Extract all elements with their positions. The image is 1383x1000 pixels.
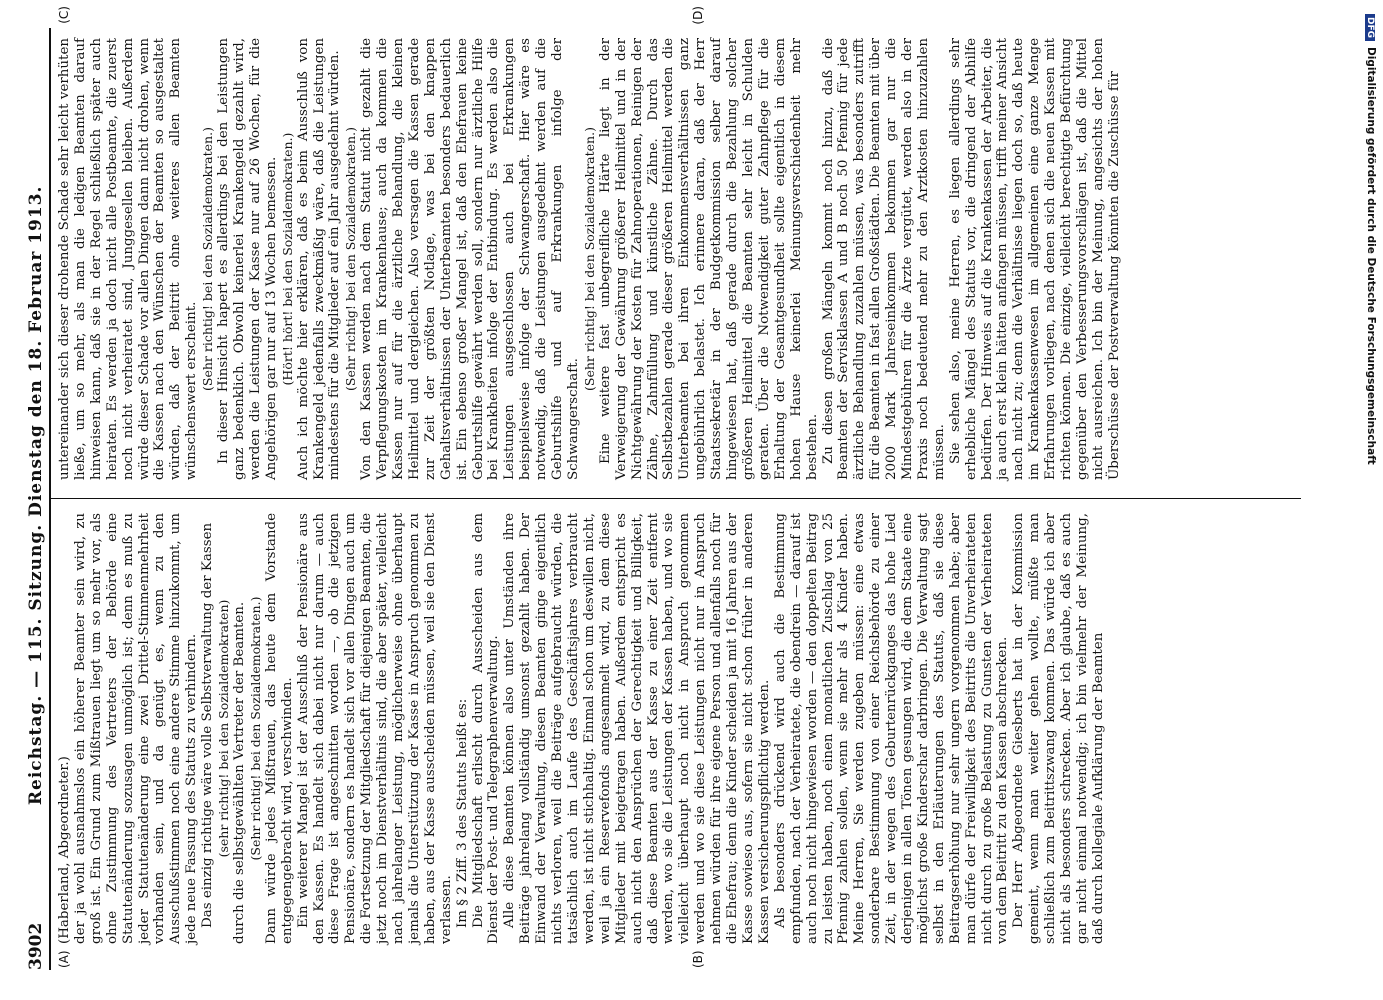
paragraph: durch die selbstgewählten Vertreter der Beamten. [231, 601, 247, 944]
paragraph: Im § 2 Ziff. 3 des Statuts heißt es: [454, 698, 470, 928]
margin-marker-b: (B) [691, 950, 705, 968]
paragraph: (Sehr richtig! bei den Sozialdemokraten.) [581, 127, 597, 391]
paragraph: Dann würde jedes Mißtrauen, das heute dem Vorstande entgegengebracht wird, verschwinden. [263, 513, 295, 944]
paragraph: (Sehr richtig! bei den Sozialdemokraten.) [247, 596, 263, 861]
paragraph: Eine weitere fast unbegreifliche Härte liegt in der Verweigerung der Gewährung größerer Heilmittel und in der Nichtgewährung der Kosten für Zahnoperationen, Reinigen der Zähne, Zahnfüllung und künstliche Zähne. Durch das Selbstbezahlen gerade dieser größeren Heilmittel werden die Unterbeamten bei ihren Einkommensverhältnissen ganz ungebührlich belastet. Ich erinnere daran, daß der Herr Staatssekretär in der Budgetkommission selber darauf hingewiesen hat, daß gerade durch die Bezahlung solcher größeren Heilmittel die Beamten sehr leicht in Schulden geraten. Über die Notwendigkeit guter Zahnpflege für die Erhaltung der Gesamtgesundheit sollte eigentlich in diesem hohen Hause keinerlei Meinungsverschiedenheit mehr bestehen. [597, 38, 820, 480]
digitization-credit-text: Digitalisierung gefördert durch die Deutsche Forschungsgemeinschaft [1365, 47, 1377, 465]
paragraph: In dieser Hinsicht hapert es allerdings bei den Leistungen ganz bedenklich. Obwohl keinerlei Krankengeld gezahlt wird, werden die Leistungen der Kasse nur auf 26 Wochen, für die Angehörigen gar nur auf 13 Wochen bemessen. [216, 38, 279, 480]
paragraph: untereinander sich dieser drohende Schade sehr leicht verhüten ließe, um so mehr, als man die ledigen Beamten darauf hinweisen kann, daß sie in der Regel schließlich später auch heiraten. Es werden ja doch nicht alle Postbeamte, die zuerst noch nicht verheiratet sind, Junggesellen bleiben. Außerdem würde dieser Schade vor allen Dingen dann nicht drohen, wenn die Kassen nach den Wünschen der Beamten so ausgestaltet würden, daß der Beitritt ohne weiteres allen Beamten wünschenswert erscheint. [57, 38, 200, 480]
paragraph: Alle diese Beamten können also unter Umständen ihre Beiträge jahrelang vollständig umsonst gezahlt haben. Der Einwand der Verwaltung, diesen Beamten ginge eigentlich nichts verloren, weil die Beiträge aufgebraucht würden, die tatsächlich auch im Laufe des Geschäftsjahres verbraucht werden, ist nicht stichhaltig. Einmal schon um deswillen nicht, weil ja ein Reservefonds angesammelt wird, zu dem diese Mitglieder mit beigetragen haben. Außerdem entspricht es auch nicht den Ansprüchen der Gerechtigkeit und Billigkeit, daß diese Beamten aus der Kasse zu einer Zeit entfernt werden, wo sie die Leistungen der Kassen haben, und wo sie vielleicht überhaupt noch nicht in Anspruch genommen werden und wo sie diese Leistungen nicht nur in Anspruch nehmen würden für ihre eigene Person und allenfalls noch für die Ehefrau; denn die Kinder scheiden ja mit 16 Jahren aus der Kasse sowieso aus, sofern sie nicht schon früher in anderen Kassen versicherungspflichtig werden. [502, 513, 772, 944]
right-column [51, 6, 1301, 499]
paragraph: (Sehr richtig! bei den Sozialdemokraten.) [343, 127, 359, 391]
paragraph: (sehr richtig! bei den Sozialdemokraten) [216, 599, 232, 858]
paragraph: Sie sehen also, meine Herren, es liegen allerdings sehr erhebliche Mängel des Statuts vor, die dringend der Abhilfe bedürfen. Der Hinweis auf die Krankenkassen der Arbeiter, die ja auch erst klein hätten anfangen müssen, trifft meiner Ansicht nach nicht zu; denn die Verhältnisse liegen doch so, daß heute im Krankenkassenwesen im allgemeinen eine ganze Menge Erfahrungen vorliegen, nach denen sich die neuen Kassen mit richten können. Die einzige, vielleicht berechtigte Befürchtung gegenüber den Verbesserungsvorschlägen ist, daß die Mittel nicht ausreichen. Ich bin der Meinung, angesichts der hohen Überschüsse der Postverwaltung könnten die Zuschüsse für [947, 38, 1122, 480]
paragraph: Die Mitgliedschaft erlischt durch Ausscheiden aus dem Dienst der Post- und Telegraphenverwaltung. [470, 513, 502, 944]
margin-marker-c: (C) [57, 6, 71, 24]
left-column [51, 499, 1301, 970]
paragraph: der ja wohl ausnahmslos ein höherer Beamter sein wird, zu groß ist. Ein Grund zum Mißtrauen liegt um so mehr vor, als ohne Zustimmung des Vertreters der Behörde eine Statutenänderung sozusagen unmöglich ist; denn es muß zu jeder Statutenänderung eine zwei Drittel-Stimmenmehrheit vorhanden sein, und da genügt es, wenn zu den Ausschußstimmen noch eine andere Stimme hinzukommt, um jede neue Fassung des Statuts zu verhindern. [72, 513, 200, 944]
paragraph: Auch ich möchte hier erklären, daß es beim Ausschluß von Krankengeld jedenfalls zweckmäßig wäre, daß die Leistungen mindestens für die Mitglieder auf ein Jahr ausgedehnt würden. [295, 38, 343, 480]
text-columns [51, 6, 1301, 970]
margin-marker-d: (D) [691, 6, 705, 25]
paragraph: (Hört! hört! bei den Sozialdemokraten.) [279, 132, 295, 386]
session-heading: Reichstag. — 115. Sitzung. Dienstag den 18. Februar 1913. [26, 185, 46, 806]
digitization-credit [1365, 14, 1379, 974]
paragraph: Von den Kassen werden nach dem Statut nicht gezahlt die Verpflegungskosten im Krankenhause; auch da kommen die Kassen nur auf für die ärztliche Behandlung, die kleinen Heilmittel und dergleichen. Also versagen die Kassen gerade zur Zeit der größten Notlage, was bei den knappen Gehaltsverhältnissen der Unterbeamten besonders bedauerlich ist. Ein ebenso großer Mangel ist, daß den Ehefrauen keine Geburtshilfe gewährt werden soll, sondern nur ärztliche Hilfe bei Krankheiten infolge der Entbindung. Es werden also die Leistungen ausgeschlossen auch bei Erkrankungen beispielsweise infolge der Schwangerschaft. Hier wäre es notwendig, daß die Leistungen ausgedehnt werden auf die Geburtshilfe und auf Erkrankungen infolge der Schwangerschaft. [359, 38, 581, 480]
paragraph: Zu diesen großen Mängeln kommt noch hinzu, daß die Beamten der Servisklassen A und B noch 50 Pfennig für jede ärztliche Behandlung zuzahlen müssen, was besonders zutrifft für die Beamten in fast allen Großstädten. Die Beamten mit über 2000 Mark Jahreseinkommen bekommen gar nur die Mindestgebühren für die Ärzte vergütet, werden also in der Praxis noch bedeutend mehr zu den Arztkosten hinzuzahlen müssen. [820, 38, 947, 480]
page-header [18, 28, 51, 970]
paragraph: Ein weiterer Mangel ist der Ausschluß der Pensionäre aus den Kassen. Es handelt sich dabei nicht nur darum — auch diese Frage ist angeschnitten worden —, ob die jetzigen Pensionäre, sondern es handelt sich vor allen Dingen auch um die Fortsetzung der Mitgliedschaft für diejenigen Beamten, die jetzt noch im Dienstverhältnis sind, die aber später, vielleicht nach jahrelanger Leistung, möglicherweise ohne überhaupt jemals die Unterstützung der Kasse in Anspruch genommen zu haben, aus der Kasse ausscheiden müssen, weil sie den Dienst verlassen. [295, 513, 454, 944]
paragraph: (Haberland, Abgeordneter.) [57, 756, 72, 944]
page-number: 3902 [26, 922, 46, 970]
paragraph: Als besonders drückend wird auch die Bestimmung empfunden, nach der Verheiratete, die obendrein — darauf ist auch noch nicht hingewiesen worden — den doppelten Beitrag zu leisten haben, noch einen monatlichen Zuschlag von 25 Pfennig zahlen sollen, wenn sie mehr als 4 Kinder haben. Meine Herren, Sie werden zugeben müssen: eine etwas sonderbare Bestimmung von einer Reichsbehörde zu einer Zeit, in der wegen des Geburtenrückganges das hohe Lied derjenigen in allen Tönen gesungen wird, die dem Staate eine möglichst große Kinderschar darbringen. Die Verwaltung sagt selbst in den Erläuterungen des Statuts, daß sie diese Beitragserhöhung nur sehr ungern vorgenommen habe; aber man dürfe der Freiwilligkeit des Beitritts die Unverheirateten nicht durch zu große Belastung zu Gunsten der Verheirateten von dem Beitritt zu den Kassen abschrecken. [772, 513, 1011, 944]
paragraph: Der Herr Abgeordnete Giesberts hat in der Kommission gemeint, wenn man weiter gehen wollte, müßte man schließlich zum Beitrittszwang kommen. Das würde ich aber nicht als besonders schrecken. Aber ich glaube, daß es auch gar nicht einmal notwendig; ich bin vielmehr der Meinung, daß durch kollegiale Aufklärung der Beamten [1011, 513, 1106, 944]
paragraph: Das einzig richtige wäre volle Selbstverwaltung der Kassen [200, 522, 216, 928]
paragraph: (Sehr richtig! bei den Sozialdemokraten.) [200, 127, 216, 391]
margin-marker-a: (A) [57, 950, 71, 968]
dfg-logo: DFG [1365, 14, 1375, 41]
